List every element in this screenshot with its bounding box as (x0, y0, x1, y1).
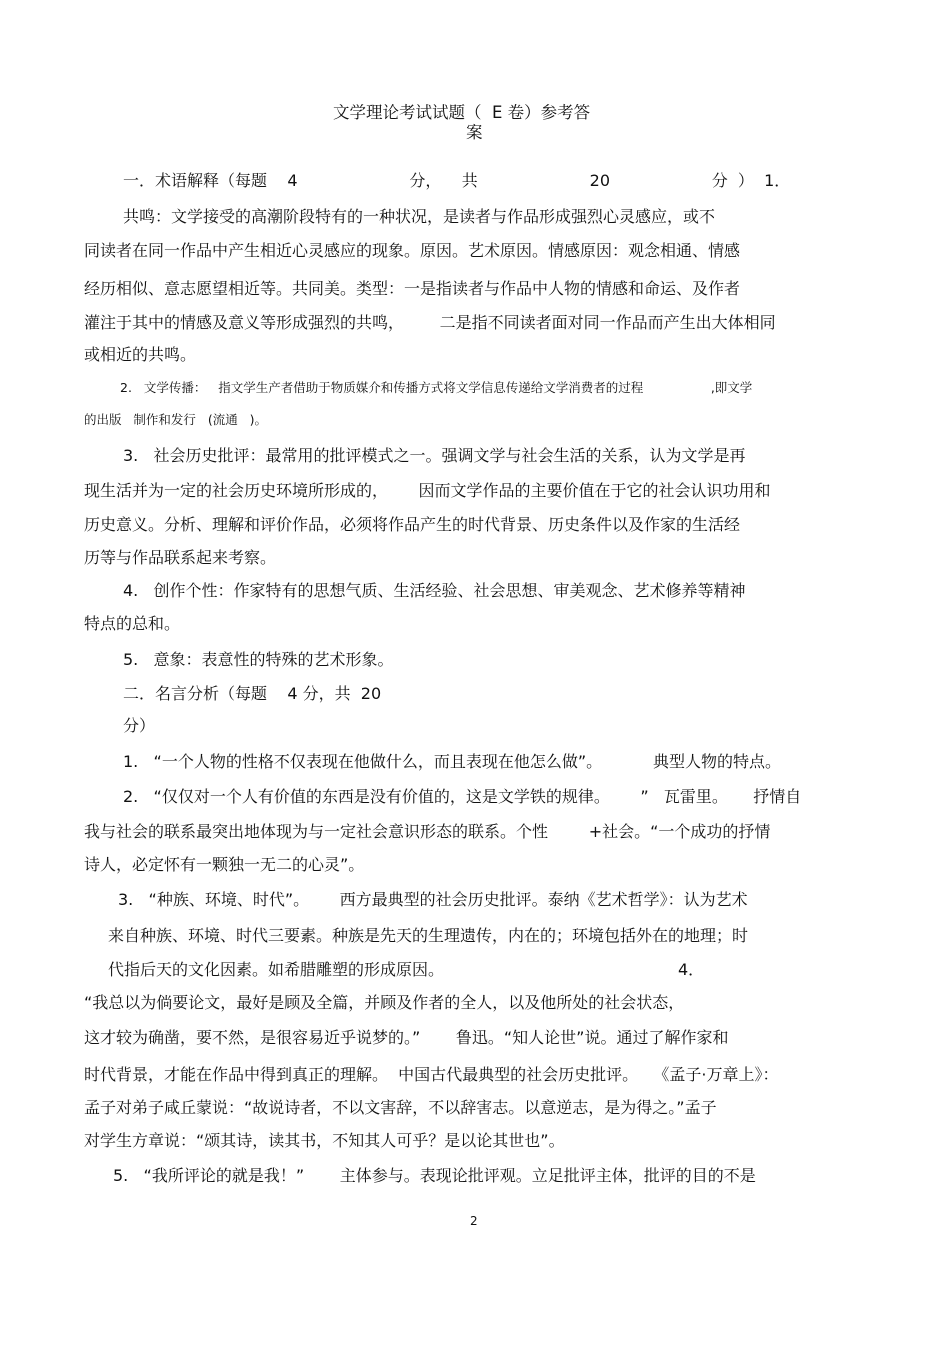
paragraph-line: 2. 文学传播： 指文学生产者借助于物质媒介和传播方式将文学信息传递给文学消费者的过程 ,即文学 (120, 380, 753, 395)
section-heading-terms: 一．术语解释（每题 4 分， 共 20 分 ） 1． (123, 171, 791, 190)
paragraph-line: 时代背景，才能在作品中得到真正的理解。 中国古代最典型的社会历史批评。 《孟子·万章上》： (84, 1065, 779, 1084)
paragraph-line: 我与社会的联系最突出地体现为与一定社会意识形态的联系。个性 +社会。“一个成功的抒情 (84, 822, 771, 841)
paragraph-line: 或相近的共鸣。 (84, 345, 197, 364)
paragraph-line: 3. “种族、环境、时代”。 西方最典型的社会历史批评。泰纳《艺术哲学》：认为艺术 (118, 890, 748, 909)
paragraph-line: 经历相似、意志愿望相近等。共同美。类型：一是指读者与作品中人物的情感和命运、及作者 (84, 279, 741, 298)
paragraph-line: 2. “仅仅对一个人有价值的东西是没有价值的，这是文学铁的规律。 ” 瓦雷里。 抒情自 (123, 787, 802, 806)
paragraph-line: 共鸣：文学接受的高潮阶段特有的一种状况，是读者与作品形成强烈心灵感应，或不 (123, 207, 716, 226)
paragraph-line: 1. “一个人物的性格不仅表现在他做什么，而且表现在他怎么做”。 典型人物的特点。 (123, 752, 781, 771)
paragraph-line: 历史意义。分析、理解和评价作品，必须将作品产生的时代背景、历史条件以及作家的生活经 (84, 515, 741, 534)
section-heading-quotes-continued: 分） (123, 716, 156, 735)
page-title: 文学理论考试试题（ E 卷）参考答 (333, 103, 591, 122)
paragraph-line: 诗人，必定怀有一颗独一无二的心灵”。 (84, 855, 365, 874)
section-heading-quotes: 二．名言分析（每题 4 分，共 20 (123, 684, 382, 703)
paragraph-line: 这才较为确凿，要不然，是很容易近乎说梦的。” 鲁迅。“知人论世”说。通过了解作家和 (84, 1028, 729, 1047)
paragraph-line: 现生活并为一定的社会历史环境所形成的， 因而文学作品的主要价值在于它的社会认识功用和 (84, 481, 771, 500)
page-title-continued: 案 (466, 123, 483, 142)
paragraph-line: 5. 意象：表意性的特殊的艺术形象。 (123, 650, 394, 669)
paragraph-line: 3. 社会历史批评：最常用的批评模式之一。强调文学与社会生活的关系，认为文学是再 (123, 446, 746, 465)
paragraph-line: 孟子对弟子咸丘蒙说：“故说诗者，不以文害辞，不以辞害志。以意逆志，是为得之。”孟子 (84, 1098, 717, 1117)
paragraph-line: 4. 创作个性：作家特有的思想气质、生活经验、社会思想、审美观念、艺术修养等精神 (123, 581, 746, 600)
paragraph-line: 代指后天的文化因素。如希腊雕塑的形成原因。 4． (108, 960, 705, 979)
paragraph-line: 来自种族、环境、时代三要素。种族是先天的生理遗传，内在的；环境包括外在的地理；时 (108, 926, 749, 945)
paragraph-line: 历等与作品联系起来考察。 (84, 548, 277, 567)
paragraph-line: 5. “我所评论的就是我！” 主体参与。表现论批评观。立足批评主体，批评的目的不是 (113, 1166, 756, 1185)
paragraph-line: 灌注于其中的情感及意义等形成强烈的共鸣， 二是指不同读者面对同一作品而产生出大体相同 (84, 313, 776, 332)
paragraph-line: 对学生方章说：“颂其诗，读其书，不知其人可乎？是以论其世也”。 (84, 1131, 565, 1150)
paragraph-line: 的出版 制作和发行 (流通 )。 (84, 412, 268, 427)
paragraph-line: “我总以为倘要论文，最好是顾及全篇，并顾及作者的全人，以及他所处的社会状态， (84, 993, 685, 1012)
paragraph-line: 同读者在同一作品中产生相近心灵感应的现象。原因。艺术原因。情感原因：观念相通、情感 (84, 241, 741, 260)
paragraph-line: 特点的总和。 (84, 614, 181, 633)
page-number: 2 (470, 1214, 478, 1228)
